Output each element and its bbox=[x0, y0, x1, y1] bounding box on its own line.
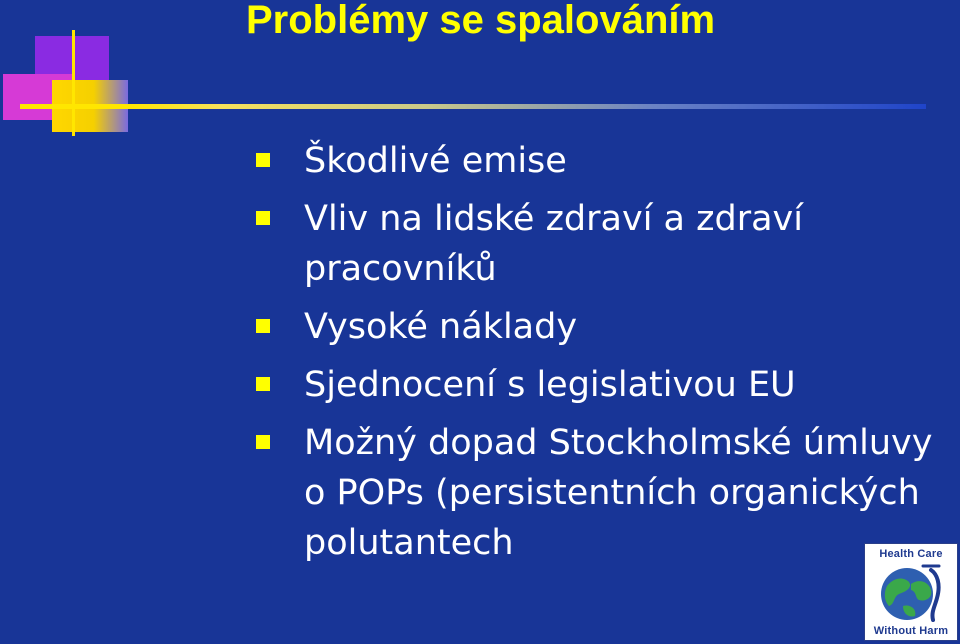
list-item bbox=[256, 302, 936, 352]
globe-icon bbox=[873, 564, 949, 622]
square-bullet-icon bbox=[256, 211, 270, 225]
logo-top-text: Health Care bbox=[879, 548, 943, 560]
decor-vertical-line bbox=[72, 30, 75, 136]
list-item-text: Vliv na lidské zdraví a zdraví pracovníků bbox=[304, 199, 803, 289]
list-item bbox=[256, 136, 936, 186]
list-item-text: Možný dopad Stockholmské úmluvy o POPs (persistentních organických polutantech bbox=[304, 423, 933, 563]
list-item-text: Škodlivé emise bbox=[304, 141, 567, 181]
hcwh-logo bbox=[864, 543, 958, 641]
list-item bbox=[256, 360, 936, 410]
square-bullet-icon bbox=[256, 319, 270, 333]
slide-title: Problémy se spalováním bbox=[246, 0, 716, 42]
list-item-text: Vysoké náklady bbox=[304, 307, 578, 347]
bullet-list bbox=[256, 136, 936, 568]
list-item bbox=[256, 418, 936, 568]
square-bullet-icon bbox=[256, 377, 270, 391]
decor-horizontal-line bbox=[20, 104, 926, 109]
square-bullet-icon bbox=[256, 435, 270, 449]
list-item-text: Sjednocení s legislativou EU bbox=[304, 365, 796, 405]
logo-bottom-text: Without Harm bbox=[873, 625, 949, 637]
square-bullet-icon bbox=[256, 153, 270, 167]
list-item bbox=[256, 194, 936, 294]
